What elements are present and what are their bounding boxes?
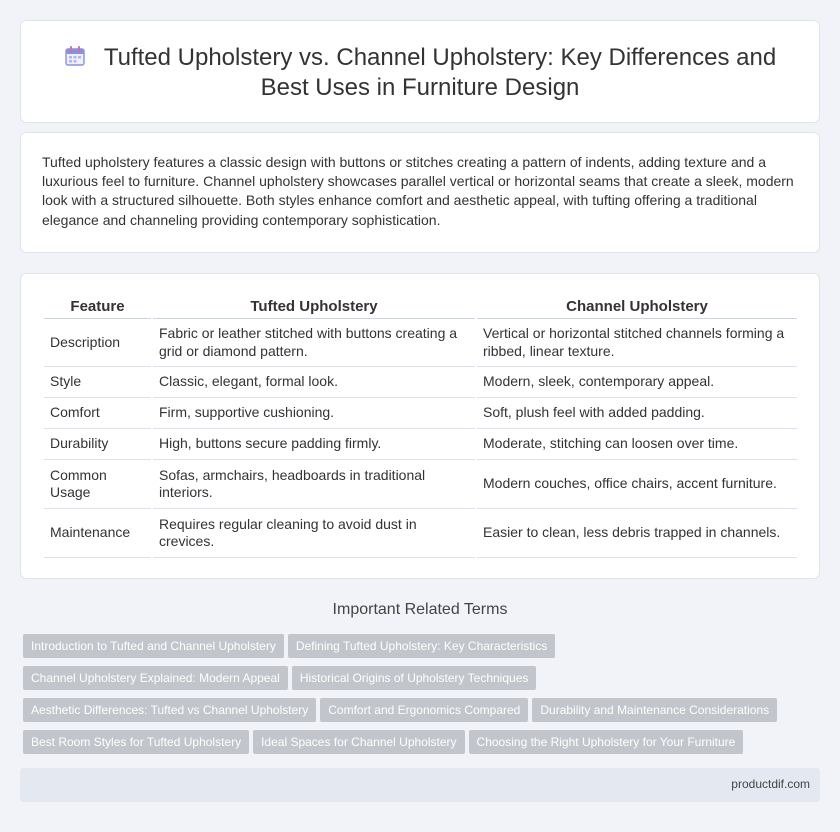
- channel-cell: Vertical or horizontal stitched channels forming a ribbed, linear texture.: [477, 319, 797, 367]
- related-term-tag[interactable]: Aesthetic Differences: Tufted vs Channel Upholstery: [23, 698, 316, 722]
- channel-cell: Modern couches, office chairs, accent furniture.: [477, 460, 797, 509]
- related-terms-list: [23, 634, 823, 762]
- table-row: [44, 429, 797, 460]
- page-title-wrap: [21, 43, 819, 103]
- comparison-table: [42, 293, 799, 558]
- table-row: [44, 398, 797, 429]
- related-term-tag[interactable]: Choosing the Right Upholstery for Your Furniture: [469, 730, 744, 754]
- related-term-tag[interactable]: Comfort and Ergonomics Compared: [320, 698, 528, 722]
- footer-site-link[interactable]: productdif.com: [731, 777, 810, 791]
- feature-cell: Style: [44, 367, 151, 398]
- page-title: Tufted Upholstery vs. Channel Upholstery: Key Differences and Best Uses in Furniture Design: [103, 44, 777, 101]
- tag-row: [23, 666, 823, 698]
- tag-row: [23, 730, 823, 762]
- header-feature: Feature: [44, 293, 151, 319]
- tufted-cell: Classic, elegant, formal look.: [153, 367, 475, 398]
- intro-card: [20, 132, 820, 253]
- tufted-cell: Requires regular cleaning to avoid dust in crevices.: [153, 509, 475, 558]
- table-row: [44, 319, 797, 367]
- channel-cell: Modern, sleek, contemporary appeal.: [477, 367, 797, 398]
- related-term-tag[interactable]: Ideal Spaces for Channel Upholstery: [253, 730, 464, 754]
- channel-cell: Moderate, stitching can loosen over time.: [477, 429, 797, 460]
- tufted-cell: Fabric or leather stitched with buttons creating a grid or diamond pattern.: [153, 319, 475, 367]
- channel-cell: Soft, plush feel with added padding.: [477, 398, 797, 429]
- tag-row: [23, 698, 823, 730]
- intro-paragraph: Tufted upholstery features a classic design with buttons or stitches creating a pattern of indents, adding texture and a luxurious feel to furniture. Channel upholstery showcases parallel vertical or horizontal seams that create a sleek, modern look with a structured silhouette. Both styles enhance comfort and aesthetic appeal, with tufting offering a traditional elegance and channeling providing contemporary sophistication.: [42, 154, 794, 228]
- calendar-icon: [64, 45, 86, 67]
- header-channel: Channel Upholstery: [477, 293, 797, 319]
- related-term-tag[interactable]: Durability and Maintenance Considerations: [532, 698, 777, 722]
- table-row: [44, 460, 797, 509]
- related-terms-heading: Important Related Terms: [332, 601, 508, 618]
- related-term-tag[interactable]: Defining Tufted Upholstery: Key Characteristics: [288, 634, 555, 658]
- channel-cell: Easier to clean, less debris trapped in channels.: [477, 509, 797, 558]
- related-term-tag[interactable]: Channel Upholstery Explained: Modern Appeal: [23, 666, 288, 690]
- feature-cell: Comfort: [44, 398, 151, 429]
- feature-cell: Durability: [44, 429, 151, 460]
- tufted-cell: Firm, supportive cushioning.: [153, 398, 475, 429]
- comparison-card: [20, 273, 820, 579]
- table-row: [44, 509, 797, 558]
- feature-cell: Maintenance: [44, 509, 151, 558]
- table-row: [44, 367, 797, 398]
- related-term-tag[interactable]: Best Room Styles for Tufted Upholstery: [23, 730, 249, 754]
- header-tufted: Tufted Upholstery: [153, 293, 475, 319]
- related-term-tag[interactable]: Historical Origins of Upholstery Techniques: [292, 666, 537, 690]
- feature-cell: Description: [44, 319, 151, 367]
- feature-cell: Common Usage: [44, 460, 151, 509]
- related-term-tag[interactable]: Introduction to Tufted and Channel Upholstery: [23, 634, 284, 658]
- tag-row: [23, 634, 823, 666]
- footer-bar: [20, 768, 820, 802]
- tufted-cell: Sofas, armchairs, headboards in traditional interiors.: [153, 460, 475, 509]
- title-card: [20, 20, 820, 123]
- tufted-cell: High, buttons secure padding firmly.: [153, 429, 475, 460]
- table-header-row: [44, 293, 797, 319]
